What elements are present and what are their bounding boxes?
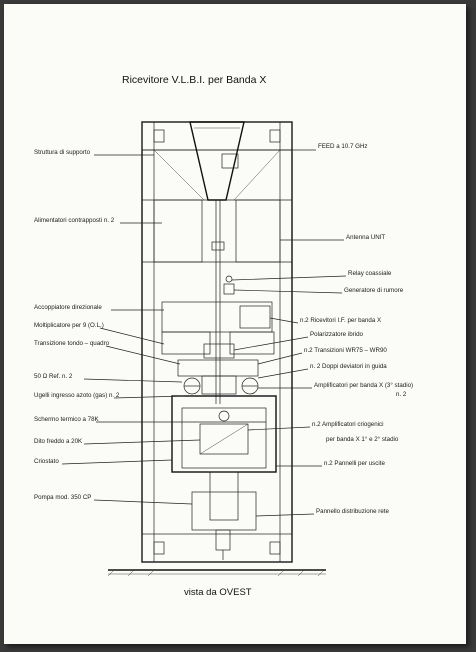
label-directional-coupler: Accoppiatore direzionale xyxy=(34,304,102,311)
drawing-title: Ricevitore V.L.B.I. per Banda X xyxy=(122,74,267,86)
label-cold-finger: Dito freddo a 20K xyxy=(34,438,83,445)
cryostat xyxy=(172,396,276,472)
label-double-switches: n. 2 Doppi deviatori in guida xyxy=(310,363,387,370)
label-noise-generator: Generatore di rumore xyxy=(344,287,404,294)
label-cryogenic-amplifiers-stages: per banda X 1° e 2° stadio xyxy=(326,436,399,443)
label-hybrid-polarizer: Polarizzatore ibrido xyxy=(310,331,363,338)
feed-horn xyxy=(190,122,244,200)
label-x-band-amplifiers: Amplificatori per banda X (3° stadio) xyxy=(314,382,414,389)
label-multiplier: Moltiplicatore per 9 (O.L.) xyxy=(34,322,104,329)
label-pump: Pompa mod. 350 CP xyxy=(34,494,92,501)
label-x-band-amplifiers-count: n. 2 xyxy=(396,391,407,398)
label-cryostat: Criostato xyxy=(34,458,59,465)
label-coaxial-relay: Relay coassiale xyxy=(348,270,392,277)
drawing-sheet xyxy=(4,4,466,644)
label-thermal-shield: Schermo termico a 78K xyxy=(34,416,99,423)
label-50-ohm-ref: 50 Ω Ref. n. 2 xyxy=(34,373,73,380)
label-support-structure: Struttura di supporto xyxy=(34,149,91,156)
label-nitrogen-nozzles: Ugelli ingresso azoto (gas) n. 2 xyxy=(34,392,120,399)
ground-line xyxy=(108,570,326,576)
support-structure xyxy=(142,122,292,562)
label-round-square-transition: Transizione tondo – quadro xyxy=(34,340,110,347)
label-output-panels: n.2 Pannelli per uscite xyxy=(324,460,385,467)
vacuum-pump xyxy=(192,472,256,560)
label-transitions: n.2 Transizioni WR75 – WR90 xyxy=(304,347,387,354)
label-antenna-unit: Antenna UNIT xyxy=(346,234,386,241)
left-labels xyxy=(34,149,200,504)
label-feed: FEED a 10.7 GHz xyxy=(318,143,368,150)
receiver-technical-drawing xyxy=(4,4,466,644)
label-cryogenic-amplifiers: n.2 Amplificatori criogenici xyxy=(312,421,384,428)
label-power-supplies: Alimentatori contrapposti n. 2 xyxy=(34,217,115,224)
view-caption: vista da OVEST xyxy=(184,587,252,598)
label-power-distribution-panel: Pannello distribuzione rete xyxy=(316,508,389,515)
right-labels xyxy=(232,143,413,516)
polarizer-assembly xyxy=(178,344,258,394)
label-if-receivers: n.2 Ricevitori I.F. per banda X xyxy=(300,317,382,324)
